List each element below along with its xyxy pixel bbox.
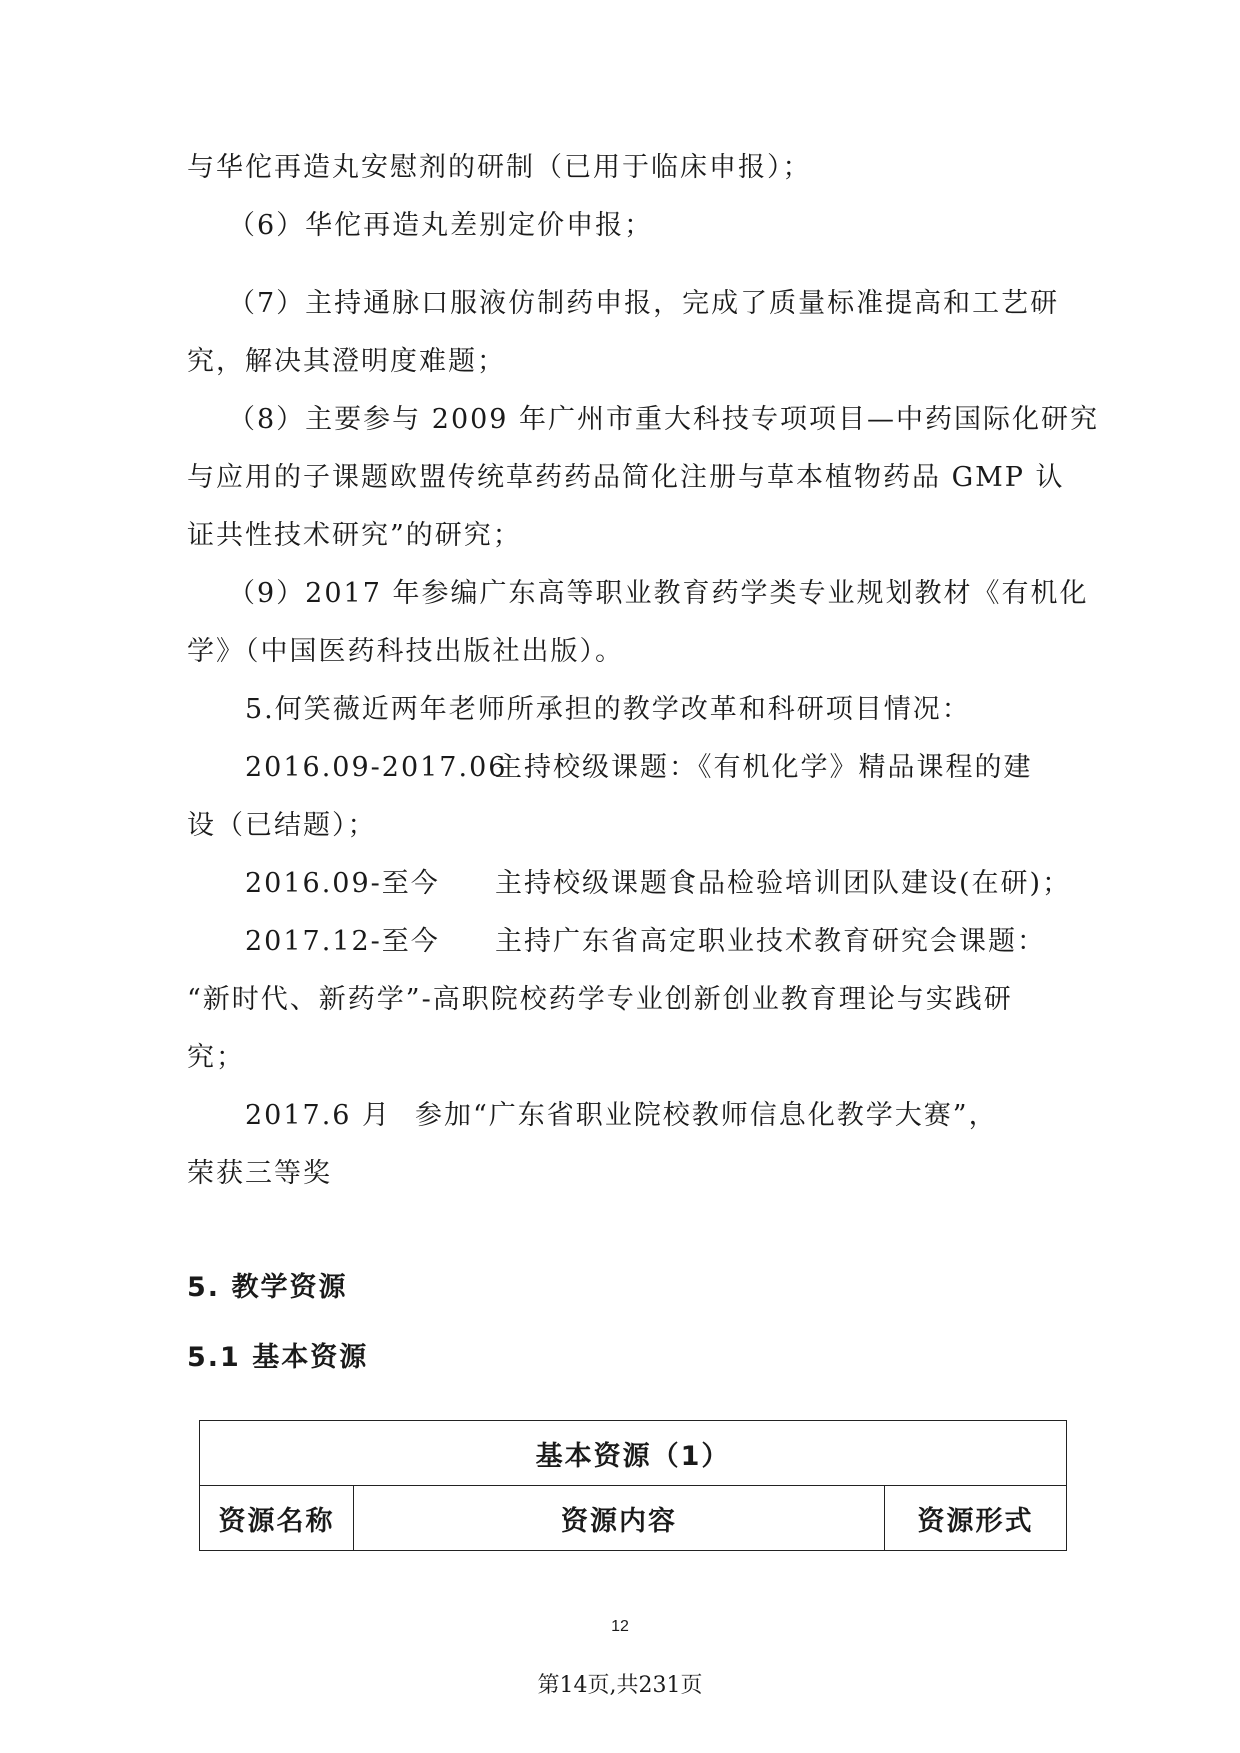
- project-date: 2017.6 月: [245, 1100, 392, 1131]
- body-line: 学》（中国医药科技出版社出版）。: [187, 636, 624, 667]
- table-header-row: [200, 1486, 1067, 1551]
- project-line: [245, 924, 1046, 960]
- page-number: 12: [611, 1618, 629, 1635]
- body-line: 究；: [187, 1042, 245, 1073]
- body-line: “新时代、新药学”-高职院校药学专业创新创业教育理论与实践研: [187, 984, 1013, 1015]
- body-line: 5.何笑薇近两年老师所承担的教学改革和科研项目情况：: [245, 694, 971, 725]
- project-line: [245, 750, 1033, 786]
- project-text: 主持广东省高定职业技术教育研究会课题：: [495, 926, 1046, 957]
- table-title: 基本资源（1）: [200, 1421, 1067, 1486]
- body-line: 证共性技术研究”的研究；: [187, 520, 522, 551]
- body-line: 设（已结题）；: [187, 810, 377, 841]
- body-line: （8）主要参与 2009 年广州市重大科技专项项目—中药国际化研究: [228, 404, 1100, 435]
- col-header-form: 资源形式: [885, 1486, 1067, 1551]
- subsection-heading: 5.1 基本资源: [187, 1342, 369, 1373]
- project-date: 2017.12-至今: [245, 926, 440, 957]
- table-title-row: [200, 1421, 1067, 1486]
- project-text: 参加“广东省职业院校教师信息化教学大赛”，: [415, 1100, 998, 1131]
- page-info: 第14页,共231页: [537, 1673, 703, 1698]
- basic-resources-table: [199, 1420, 1067, 1551]
- project-text: 主持校级课题：《有机化学》精品课程的建: [495, 752, 1033, 783]
- project-date: 2016.09-2017.06: [245, 752, 508, 783]
- project-text: 主持校级课题食品检验培训团队建设(在研)；: [495, 868, 1072, 899]
- section-heading: 5. 教学资源: [187, 1272, 348, 1303]
- project-line: [245, 1098, 998, 1134]
- body-line: 究，解决其澄明度难题；: [187, 346, 506, 377]
- col-header-name: 资源名称: [200, 1486, 354, 1551]
- body-line: 与华佗再造丸安慰剂的研制（已用于临床申报）；: [187, 152, 812, 183]
- project-date: 2016.09-至今: [245, 868, 440, 899]
- body-line: （7）主持通脉口服液仿制药申报，完成了质量标准提高和工艺研: [228, 288, 1060, 319]
- body-line: 荣获三等奖: [187, 1158, 332, 1189]
- body-line: （6）华佗再造丸差别定价申报；: [228, 210, 654, 241]
- project-line: [245, 866, 1071, 902]
- body-line: 与应用的子课题欧盟传统草药药品简化注册与草本植物药品 GMP 认: [187, 462, 1065, 493]
- col-header-content: 资源内容: [354, 1486, 885, 1551]
- body-line: （9）2017 年参编广东高等职业教育药学类专业规划教材《有机化: [228, 578, 1089, 609]
